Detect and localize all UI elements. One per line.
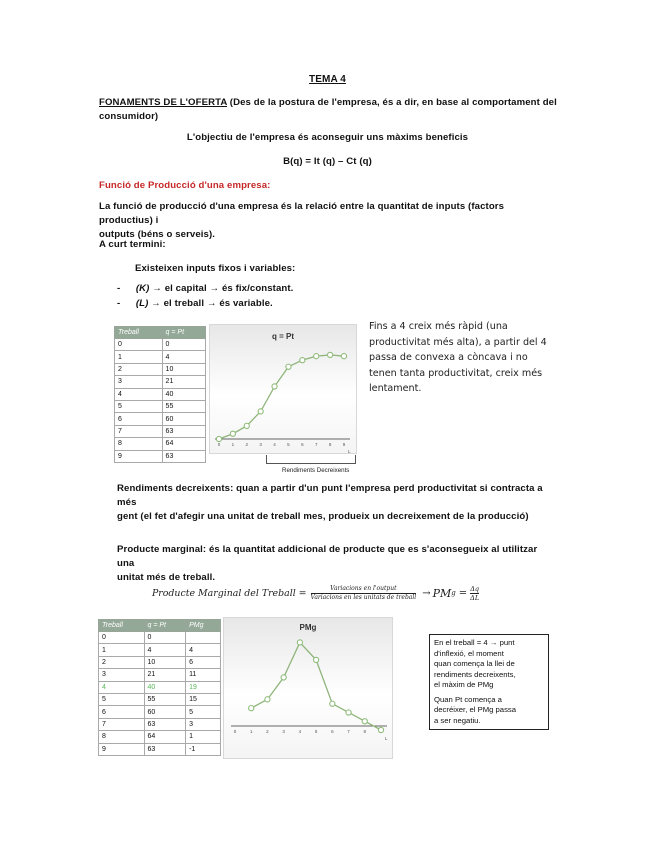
table-row xyxy=(99,632,221,644)
decreasing-bracket xyxy=(266,455,356,464)
heading-paragraph xyxy=(99,96,557,124)
formula-lhs: Producte Marginal del Treball = xyxy=(152,587,307,599)
table-cell: 4 xyxy=(144,644,186,656)
paragraph-line: gent (el fet d'afegir una unitat de treball mes, produeix un decreixement de la producció) xyxy=(117,511,529,522)
x-tick-label: 7 xyxy=(347,729,350,734)
formula-denominator: Variacions en les unitats de treball xyxy=(310,593,417,601)
inflection-note xyxy=(429,634,549,730)
marginal-paragraph xyxy=(117,543,557,585)
data-point xyxy=(244,423,249,428)
formula-equals: = xyxy=(458,587,468,599)
explanation-line: tenen tanta productivitat, creix més xyxy=(369,367,543,379)
page-title: TEMA 4 xyxy=(309,74,346,85)
heading-rest-2: consumidor) xyxy=(99,111,159,122)
series-line xyxy=(219,355,344,439)
table-row xyxy=(115,363,206,375)
table-cell: 0 xyxy=(162,339,205,351)
table-cell: 10 xyxy=(144,656,186,668)
marginal-chart xyxy=(223,617,393,759)
table-cell: 8 xyxy=(115,438,163,450)
table-cell: 6 xyxy=(115,413,163,425)
table-row xyxy=(115,339,206,351)
profit-formula: B(q) = It (q) – Ct (q) xyxy=(283,156,372,167)
table-cell: 3 xyxy=(186,718,221,730)
bullet-dash: - xyxy=(117,298,121,309)
series-line xyxy=(251,642,381,730)
table-cell: 55 xyxy=(144,693,186,705)
x-tick-label: 3 xyxy=(282,729,285,734)
table-cell: 6 xyxy=(99,706,145,718)
objective-text: L'objectiu de l'empresa és aconseguir uns màxims beneficis xyxy=(186,132,469,143)
table-row xyxy=(115,388,206,400)
data-point xyxy=(286,364,291,369)
data-point xyxy=(328,352,333,357)
table-cell: 1 xyxy=(186,731,221,743)
production-table xyxy=(114,326,206,463)
data-point xyxy=(272,384,277,389)
data-point xyxy=(341,354,346,359)
x-tick-label: 1 xyxy=(231,442,235,447)
x-tick-label: 4 xyxy=(273,442,276,447)
table-cell: 5 xyxy=(99,693,145,705)
definition-paragraph xyxy=(99,200,559,242)
bullet-text: el treball xyxy=(163,298,205,309)
table-cell: 4 xyxy=(186,644,221,656)
data-point xyxy=(314,657,319,662)
chart-title: q = Pt xyxy=(271,332,295,341)
note-line: el màxim de PMg xyxy=(434,680,494,689)
table-row xyxy=(115,450,206,462)
x-tick-label: 5 xyxy=(287,442,290,447)
x-tick-label: 0 xyxy=(233,729,237,734)
paragraph-line: unitat més de treball. xyxy=(117,572,216,583)
production-chart-svg xyxy=(210,325,356,453)
table-cell: 5 xyxy=(115,400,163,412)
table-cell: 6 xyxy=(186,656,221,668)
x-tick-label: 1 xyxy=(249,729,253,734)
bullet-var: (L) xyxy=(135,298,149,309)
data-point xyxy=(297,640,302,645)
data-point xyxy=(216,436,221,441)
table-header: q = Pt xyxy=(144,620,186,632)
note-line: quan comença la llei de xyxy=(434,659,515,668)
table-row xyxy=(115,438,206,450)
data-point xyxy=(330,701,335,706)
table-row xyxy=(99,656,221,668)
table-cell: 21 xyxy=(162,376,205,388)
table-cell: 19 xyxy=(186,681,221,693)
x-tick-label: 2 xyxy=(245,442,249,447)
table-cell: 60 xyxy=(144,706,186,718)
decreasing-annotation: Rendiments Decreixents xyxy=(282,467,350,474)
x-tick-label: 5 xyxy=(314,729,318,734)
formula-pm-sub: g xyxy=(451,589,456,597)
marginal-table xyxy=(98,619,221,756)
table-cell: 9 xyxy=(99,743,145,755)
table-row xyxy=(115,400,206,412)
table-cell: 4 xyxy=(115,388,163,400)
table-row xyxy=(99,706,221,718)
chart-title: PMg xyxy=(299,623,317,632)
explanation-line: lentament. xyxy=(369,383,422,394)
note-line: decréixer, el PMg passa xyxy=(434,705,517,714)
table-cell: 64 xyxy=(162,438,205,450)
x-axis-label: L xyxy=(385,736,388,741)
inputs-intro: Existeixen inputs fixos i variables: xyxy=(135,263,296,274)
data-point xyxy=(249,705,254,710)
arrow-icon: → xyxy=(209,283,220,294)
explanation-line: Fins a 4 creix més ràpid (una xyxy=(369,321,508,332)
x-tick-label: 0 xyxy=(217,442,221,447)
decreasing-paragraph xyxy=(117,482,557,524)
x-tick-label: 4 xyxy=(298,729,302,734)
table-cell: 2 xyxy=(115,363,163,375)
formula-dq: Δq xyxy=(470,584,480,593)
table-row xyxy=(99,644,221,656)
paragraph-line: Producte marginal: és la quantitat addicional de producte que es s'aconsegueix al utilitzar una xyxy=(117,544,538,569)
formula-derivative xyxy=(470,585,479,602)
definition-line: outputs (béns o serveis). xyxy=(99,229,216,240)
data-point xyxy=(362,719,367,724)
note-line: a ser negatiu. xyxy=(434,715,481,725)
formula-dl: ΔL xyxy=(470,593,480,602)
note-line: Quan Pt comença a xyxy=(434,694,502,704)
chart-explanation xyxy=(369,319,559,397)
heading-rest: (Des de la postura de l'empresa, és a dir, en base al comportament del xyxy=(227,97,557,108)
table-cell: 10 xyxy=(162,363,205,375)
bullet-result: és variable. xyxy=(219,298,273,309)
table-cell: 8 xyxy=(99,731,145,743)
table-cell: 0 xyxy=(144,632,186,644)
table-header: PMg xyxy=(186,620,221,632)
production-chart xyxy=(209,324,357,454)
table-cell: 40 xyxy=(162,388,205,400)
bullet-var: (K) xyxy=(135,283,150,294)
table-cell: 15 xyxy=(186,693,221,705)
table-row xyxy=(115,413,206,425)
x-tick-label: 7 xyxy=(314,442,318,447)
arrow-icon: → xyxy=(151,298,161,309)
table-cell: 63 xyxy=(144,718,186,730)
table-cell: 3 xyxy=(115,376,163,388)
arrow-icon: → xyxy=(206,298,217,309)
table-cell: 1 xyxy=(99,644,145,656)
table-row xyxy=(115,425,206,437)
explanation-line: passa de convexa a còncava i no xyxy=(369,352,528,363)
x-axis-label: L xyxy=(348,449,351,453)
x-tick-label: 8 xyxy=(363,729,367,734)
table-cell: 21 xyxy=(144,669,186,681)
table-cell: 3 xyxy=(99,669,145,681)
table-cell: 5 xyxy=(186,706,221,718)
data-point xyxy=(378,727,383,732)
table-cell xyxy=(186,632,221,644)
table-cell: 2 xyxy=(99,656,145,668)
table-cell: 0 xyxy=(99,632,145,644)
note-line: rendiments decreixents, xyxy=(434,669,516,679)
x-tick-label: 3 xyxy=(259,442,262,447)
note-line: d'inflexió, el moment xyxy=(434,648,504,658)
arrow-icon: → xyxy=(422,587,431,599)
table-cell: 1 xyxy=(115,351,163,363)
table-cell: 9 xyxy=(115,450,163,462)
table-cell: 63 xyxy=(162,425,205,437)
data-point xyxy=(265,697,270,702)
data-point xyxy=(300,358,305,363)
x-tick-label: 2 xyxy=(266,729,269,734)
explanation-line: productivitat més alta), a partir del 4 xyxy=(369,336,547,348)
x-tick-label: 6 xyxy=(331,729,334,734)
section-heading: Funció de Producció d'una empresa: xyxy=(99,180,271,191)
data-point xyxy=(230,431,235,436)
arrow-icon: → xyxy=(152,283,162,294)
table-header: Treball xyxy=(99,620,145,632)
formula-fraction xyxy=(311,585,417,602)
table-cell: 60 xyxy=(162,413,205,425)
formula-numerator: Variacions en l'output xyxy=(330,584,397,592)
bullet-dash: - xyxy=(117,283,121,294)
marginal-chart-svg xyxy=(224,618,392,758)
table-row xyxy=(115,376,206,388)
table-row xyxy=(99,743,221,755)
bullet-labor xyxy=(117,297,273,311)
table-header: q = Pt xyxy=(162,327,205,339)
x-tick-label: 8 xyxy=(328,442,332,447)
table-row xyxy=(99,681,221,693)
data-point xyxy=(258,409,263,414)
table-row xyxy=(115,351,206,363)
table-cell: 4 xyxy=(99,681,145,693)
note-line: En el treball = 4 → punt xyxy=(434,638,515,647)
data-point xyxy=(281,675,286,680)
table-row xyxy=(99,731,221,743)
definition-line: La funció de producció d'una empresa és la relació entre la quantitat de inputs (factors productius) i xyxy=(99,201,505,226)
table-cell: 7 xyxy=(115,425,163,437)
heading-underlined: FONAMENTS DE L'OFERTA xyxy=(99,97,228,108)
table-cell: 55 xyxy=(162,400,205,412)
paragraph-line: Rendiments decreixents: quan a partir d'un punt l'empresa perd productivitat si contracta a més xyxy=(117,483,543,508)
bullet-text: el capital xyxy=(164,283,207,294)
table-cell: 64 xyxy=(144,731,186,743)
marginal-formula xyxy=(152,580,479,606)
table-row xyxy=(99,693,221,705)
table-header: Treball xyxy=(115,327,163,339)
table-cell: 0 xyxy=(115,339,163,351)
bullet-result: és fix/constant. xyxy=(221,283,294,294)
bullet-capital xyxy=(117,282,293,296)
table-row xyxy=(99,669,221,681)
table-row xyxy=(99,718,221,730)
table-cell: 4 xyxy=(162,351,205,363)
x-tick-label: 6 xyxy=(301,442,304,447)
table-cell: 40 xyxy=(144,681,186,693)
short-term-label: A curt termini: xyxy=(99,239,166,250)
table-cell: 7 xyxy=(99,718,145,730)
x-tick-label: 9 xyxy=(342,442,346,447)
table-cell: 63 xyxy=(144,743,186,755)
data-point xyxy=(346,710,351,715)
formula-pm: PM xyxy=(432,586,452,600)
table-cell: 63 xyxy=(162,450,205,462)
data-point xyxy=(314,354,319,359)
table-cell: 11 xyxy=(186,669,221,681)
table-cell: -1 xyxy=(186,743,221,755)
